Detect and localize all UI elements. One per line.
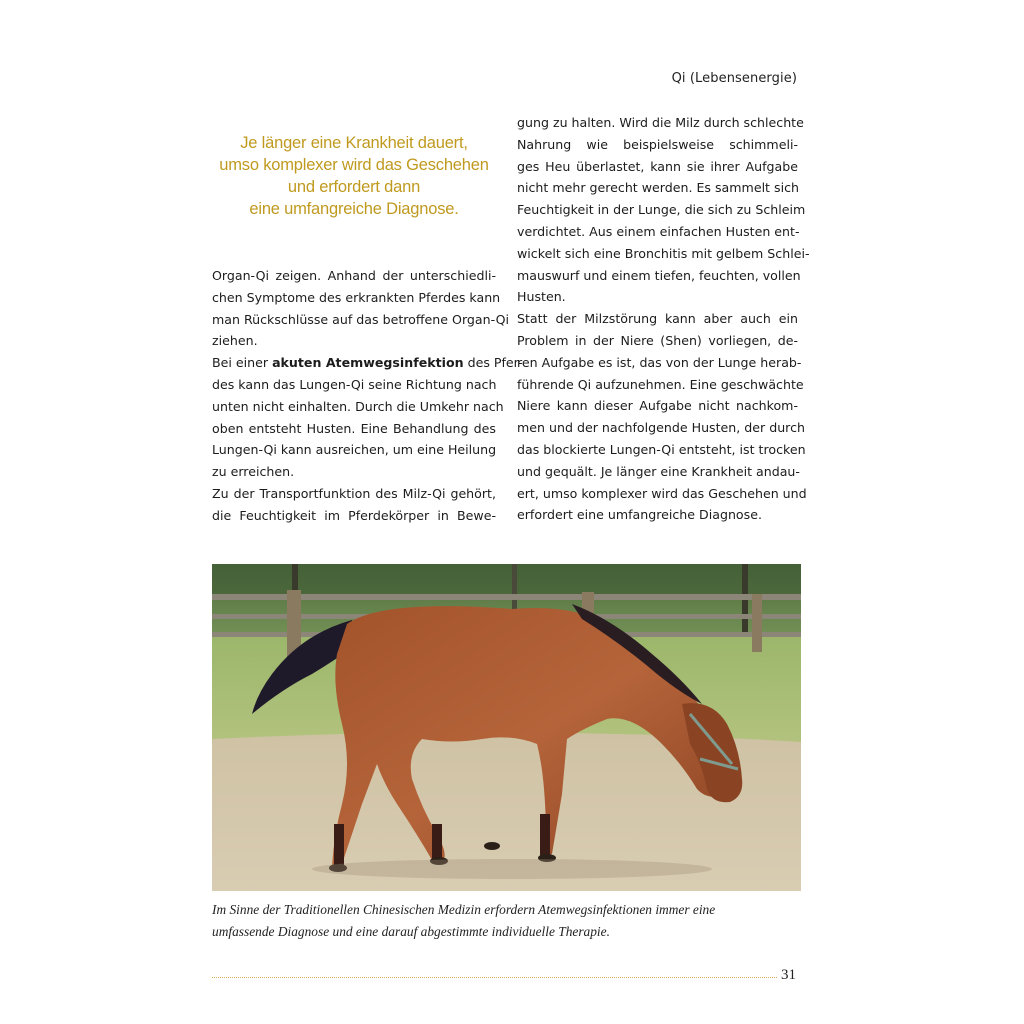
text-line: die Feuchtigkeit im Pferdekörper in Bewe- <box>212 507 496 523</box>
text-line: man Rückschlüsse auf das betroffene Organ-Qi <box>212 311 510 327</box>
text-line: Zu der Transportfunktion des Milz-Qi gehört, <box>212 485 496 501</box>
text-line: Problem in der Niere (Shen) vorliegen, de- <box>517 332 798 348</box>
pull-quote-line: Je länger eine Krankheit dauert, <box>240 134 468 152</box>
text-line: verdichtet. Aus einem einfachen Husten ent- <box>517 223 800 239</box>
left-text-column <box>212 265 523 527</box>
page-number: 31 <box>781 967 796 983</box>
text-segment: Bei einer <box>212 355 269 371</box>
pull-quote-line: eine umfangreiche Diagnose. <box>249 200 459 218</box>
text-line: men und der nachfolgende Husten, der durch <box>517 420 805 436</box>
text-line: wickelt sich eine Bronchitis mit gelbem Schlei- <box>517 245 810 261</box>
text-line: Statt der Milzstörung kann aber auch ein <box>517 311 798 327</box>
text-line: Husten. <box>517 289 566 305</box>
running-head: Qi (Lebensenergie) <box>671 71 797 86</box>
text-line: Organ-Qi zeigen. Anhand der unterschiedli- <box>212 268 496 283</box>
text-line: Feuchtigkeit in der Lunge, die sich zu Schleim <box>517 202 806 218</box>
text-line: unten nicht einhalten. Durch die Umkehr nach <box>212 398 504 414</box>
text-line: Nahrung wie beispielsweise schimmeli- <box>517 136 798 152</box>
text-line: ert, umso komplexer wird das Geschehen und <box>517 485 807 501</box>
horse-illustration <box>212 564 801 891</box>
text-line: nicht mehr gerecht werden. Es sammelt sich <box>517 180 799 196</box>
pull-quote <box>212 132 496 220</box>
text-line: chen Symptome des erkrankten Pferdes kann <box>212 289 501 305</box>
pull-quote-line: umso komplexer wird das Geschehen <box>219 156 489 174</box>
text-line-with-emphasis <box>212 352 523 374</box>
text-line: und gequält. Je länger eine Krankheit andau- <box>517 463 800 479</box>
caption-line: umfassende Diagnose und eine darauf abgestimmte individuelle Therapie. <box>212 924 610 939</box>
text-segment: des Pfer- <box>467 355 523 371</box>
text-line: führende Qi aufzunehmen. Eine geschwächte <box>517 376 804 392</box>
text-line: das blockierte Lungen-Qi entsteht, ist trocken <box>517 441 806 457</box>
footer-dotted-rule <box>212 977 777 978</box>
text-line: des kann das Lungen-Qi seine Richtung nach <box>212 376 497 392</box>
text-line: Lungen-Qi kann ausreichen, um eine Heilung <box>212 442 497 458</box>
text-line: oben entsteht Husten. Eine Behandlung des <box>212 420 496 436</box>
text-line: gung zu halten. Wird die Milz durch schlechte <box>517 115 804 130</box>
emphasis-akute-atemwegsinfektion: akuten Atemwegsinfektion <box>272 355 464 371</box>
text-line: Niere kann dieser Aufgabe nicht nachkom- <box>517 398 798 414</box>
text-line: ges Heu überlastet, kann sie ihrer Aufgabe <box>517 158 798 174</box>
right-text-column <box>517 112 810 526</box>
text-line: zu erreichen. <box>212 464 295 480</box>
text-line: ziehen. <box>212 333 258 349</box>
caption-line: Im Sinne der Traditionellen Chinesischen Medizin erfordern Atemwegsinfektionen immer eine <box>212 902 716 917</box>
horse-photo <box>212 564 801 891</box>
pull-quote-line: und erfordert dann <box>287 178 421 196</box>
text-line: erfordert eine umfangreiche Diagnose. <box>517 507 762 523</box>
text-line: ren Aufgabe es ist, das von der Lunge herab- <box>517 354 802 370</box>
photo-caption <box>212 899 804 943</box>
text-line: mauswurf und einem tiefen, feuchten, vollen <box>517 267 801 283</box>
